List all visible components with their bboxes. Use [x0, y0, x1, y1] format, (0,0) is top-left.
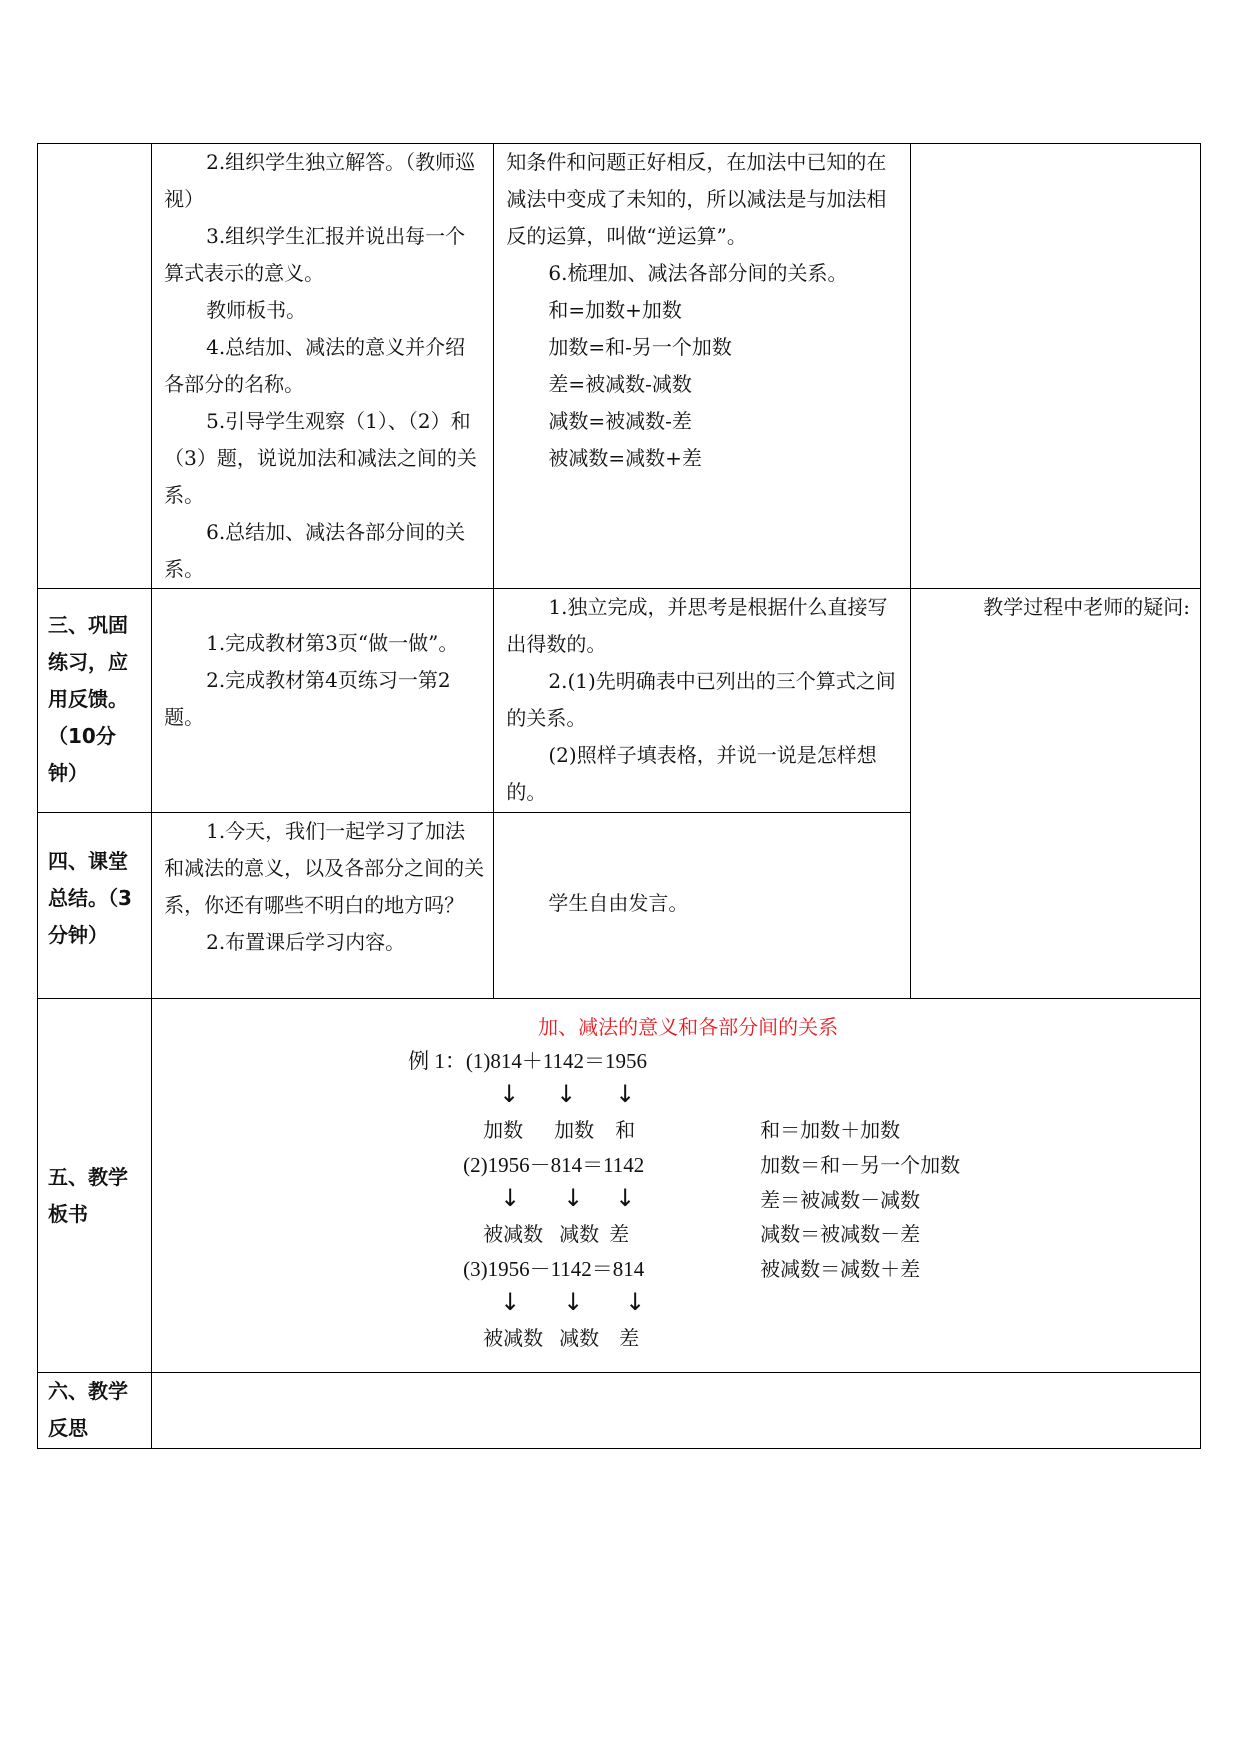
teacher-activity-cell	[152, 589, 494, 813]
row-reflection	[38, 1373, 1201, 1449]
row-practice	[38, 589, 1201, 813]
relation-line: 和=加数+加数	[548, 298, 682, 322]
part-label: 差	[609, 1222, 630, 1246]
board-title: 加、减法的意义和各部分间的关系	[538, 1015, 839, 1039]
paragraph: 6.总结加、减法各部分间的关系。	[164, 520, 466, 581]
paragraph: 2.布置课后学习内容。	[206, 930, 406, 954]
stage-cell	[38, 999, 152, 1373]
paragraph: 1.独立完成，并思考是根据什么直接写出得数的。	[506, 595, 888, 656]
equation-2: (2)1956－814＝1142	[463, 1153, 645, 1177]
relation-line: 被减数=减数+差	[548, 446, 702, 470]
paragraph: 1.完成教材第3页“做一做”。	[206, 631, 459, 655]
part-label: 被减数	[483, 1326, 544, 1350]
stage-heading: 四、课堂总结。（3分钟）	[48, 849, 132, 947]
arrow-down-icon: ↓	[615, 1184, 636, 1212]
relation-line: 减数=被减数-差	[548, 409, 692, 433]
arrow-down-icon: ↓	[625, 1288, 646, 1316]
relation-formula: 被减数＝减数＋差	[760, 1257, 921, 1281]
part-label: 和	[615, 1118, 636, 1142]
stage-cell	[38, 589, 152, 813]
relation-line: 加数=和-另一个加数	[548, 335, 732, 359]
stage-cell	[38, 813, 152, 999]
arrow-down-icon: ↓	[499, 1080, 520, 1108]
arrow-down-icon: ↓	[500, 1184, 521, 1212]
student-activity-cell	[494, 589, 910, 813]
relation-formula: 减数＝被减数－差	[760, 1222, 921, 1246]
part-label: 被减数	[483, 1222, 544, 1246]
blackboard-diagram	[152, 999, 1200, 1371]
teacher-activity-cell	[152, 813, 494, 999]
arrow-down-icon: ↓	[500, 1288, 521, 1316]
student-activity-cell	[494, 144, 910, 589]
paragraph: 2.完成教材第4页练习一第2题。	[164, 668, 451, 729]
arrow-down-icon: ↓	[563, 1184, 584, 1212]
stage-heading: 三、巩固练习，应用反馈。（10分钟）	[48, 613, 128, 785]
arrow-down-icon: ↓	[556, 1080, 577, 1108]
row-continuation	[38, 144, 1201, 589]
student-activity-cell	[494, 813, 910, 999]
stage-cell	[38, 144, 152, 589]
arrow-down-icon: ↓	[615, 1080, 636, 1108]
paragraph: 2.组织学生独立解答。（教师巡视）	[164, 150, 476, 211]
paragraph: 知条件和问题正好相反，在加法中已知的在减法中变成了未知的，所以减法是与加法相反的运算，叫做“逆运算”。	[506, 150, 887, 248]
stage-cell	[38, 1373, 152, 1449]
notes-cell	[910, 589, 1200, 999]
equation-1: 例 1：(1)814＋1142＝1956	[408, 1049, 648, 1073]
paragraph: 3.组织学生汇报并说出每一个算式表示的意义。	[164, 224, 466, 285]
paragraph: 1.今天，我们一起学习了加法和减法的意义，以及各部分之间的关系，你还有哪些不明白的地方吗？	[164, 819, 485, 917]
paragraph: 4.总结加、减法的意义并介绍各部分的名称。	[164, 335, 466, 396]
lesson-plan-table	[37, 143, 1201, 1449]
notes-cell	[910, 144, 1200, 589]
paragraph: 6.梳理加、减法各部分间的关系。	[548, 261, 848, 285]
stage-heading: 六、教学反思	[48, 1379, 128, 1440]
part-label: 减数	[559, 1222, 600, 1246]
paragraph: 教师板书。	[206, 298, 307, 322]
part-label: 加数	[554, 1118, 595, 1142]
stage-heading: 五、教学板书	[48, 1165, 128, 1226]
board-cell	[152, 999, 1201, 1373]
paragraph: 学生自由发言。	[548, 891, 689, 915]
row-board	[38, 999, 1201, 1373]
part-label: 差	[619, 1326, 640, 1350]
teacher-activity-cell	[152, 144, 494, 589]
relation-formula: 加数＝和－另一个加数	[760, 1153, 961, 1177]
part-label: 减数	[559, 1326, 600, 1350]
paragraph: 5.引导学生观察（1）、（2）和（3）题，说说加法和减法之间的关系。	[164, 409, 477, 507]
equation-3: (3)1956－1142＝814	[463, 1257, 645, 1281]
paragraph: 2.(1)先明确表中已列出的三个算式之间的关系。	[506, 669, 896, 730]
paragraph: (2)照样子填表格，并说一说是怎样想的。	[506, 743, 877, 804]
relation-line: 差=被减数-减数	[548, 372, 692, 396]
relation-formula: 和＝加数＋加数	[760, 1118, 901, 1142]
reflection-cell	[152, 1373, 1201, 1449]
teacher-question-note: 教学过程中老师的疑问:	[983, 595, 1190, 619]
arrow-down-icon: ↓	[563, 1288, 584, 1316]
relation-formula: 差＝被减数－减数	[760, 1188, 921, 1212]
part-label: 加数	[483, 1118, 524, 1142]
